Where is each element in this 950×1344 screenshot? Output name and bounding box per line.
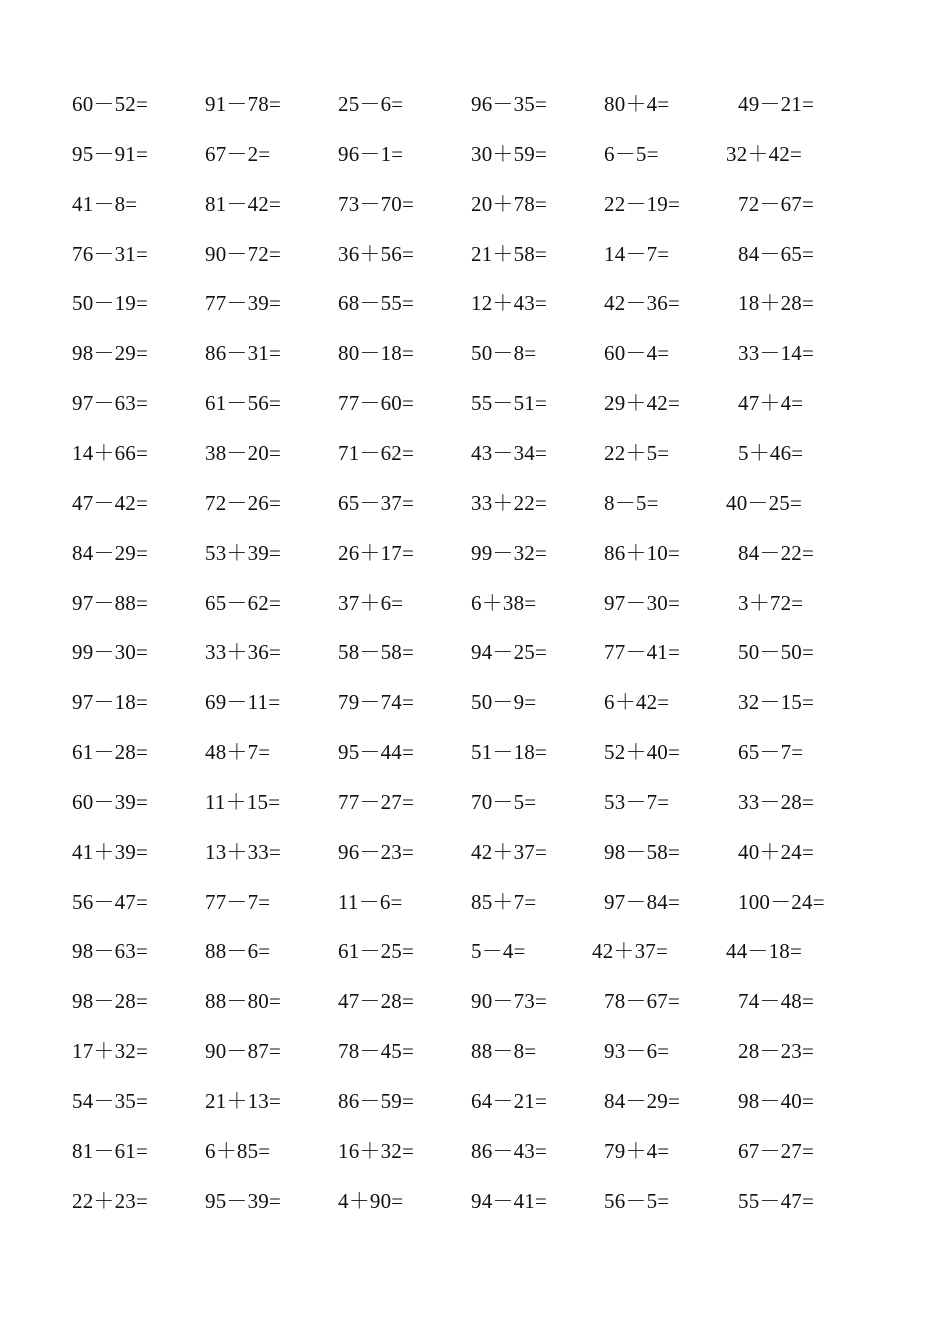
math-problem: 61－56= <box>205 391 282 415</box>
math-problem: 48＋7= <box>205 740 271 764</box>
math-problem: 95－44= <box>338 740 415 764</box>
math-problem: 6＋38= <box>471 591 537 615</box>
math-problem: 25－6= <box>338 92 404 116</box>
math-problem: 65－37= <box>338 491 415 515</box>
math-problem: 32－15= <box>738 690 815 714</box>
math-problem: 47－42= <box>72 491 149 515</box>
math-problem: 32＋42= <box>726 142 803 166</box>
math-problem: 88－6= <box>205 939 271 963</box>
math-problem: 70－5= <box>471 790 537 814</box>
math-problem: 79＋4= <box>604 1139 670 1163</box>
math-problem: 36＋56= <box>338 242 415 266</box>
math-problem: 44－18= <box>726 939 803 963</box>
math-problem: 94－25= <box>471 640 548 664</box>
math-problem: 51－18= <box>471 740 548 764</box>
math-problem: 41－8= <box>72 192 138 216</box>
math-problem: 47＋4= <box>738 391 804 415</box>
math-problem: 77－60= <box>338 391 415 415</box>
math-problem: 65－7= <box>738 740 804 764</box>
math-problem: 61－25= <box>338 939 415 963</box>
math-problem: 96－35= <box>471 92 548 116</box>
math-problem: 60－4= <box>604 341 670 365</box>
math-problem: 86－43= <box>471 1139 548 1163</box>
math-problem: 29＋42= <box>604 391 681 415</box>
math-problem: 40－25= <box>726 491 803 515</box>
math-problem: 14－7= <box>604 242 670 266</box>
math-problem: 98－63= <box>72 939 149 963</box>
math-problem: 60－39= <box>72 790 149 814</box>
math-problem: 88－80= <box>205 989 282 1013</box>
math-problem: 56－5= <box>604 1189 670 1213</box>
math-problem: 12＋43= <box>471 291 548 315</box>
math-problem: 6＋42= <box>604 690 670 714</box>
math-problem: 71－62= <box>338 441 415 465</box>
math-problem: 84－22= <box>738 541 815 565</box>
math-problem: 76－31= <box>72 242 149 266</box>
math-problem: 67－2= <box>205 142 271 166</box>
math-problem: 42－36= <box>604 291 681 315</box>
math-problem: 80＋4= <box>604 92 670 116</box>
math-problem: 42＋37= <box>471 840 548 864</box>
math-problem: 14＋66= <box>72 441 149 465</box>
math-problem: 17＋32= <box>72 1039 149 1063</box>
math-problem: 58－58= <box>338 640 415 664</box>
math-problem: 81－61= <box>72 1139 149 1163</box>
math-problem: 37＋6= <box>338 591 404 615</box>
math-problem: 47－28= <box>338 989 415 1013</box>
math-problem: 81－42= <box>205 192 282 216</box>
math-problem: 18＋28= <box>738 291 815 315</box>
math-problem: 93－6= <box>604 1039 670 1063</box>
math-problem: 73－70= <box>338 192 415 216</box>
math-problem: 16＋32= <box>338 1139 415 1163</box>
math-problem: 11＋15= <box>205 790 281 814</box>
math-problem: 99－32= <box>471 541 548 565</box>
math-problem: 84－65= <box>738 242 815 266</box>
math-problem: 33＋36= <box>205 640 282 664</box>
math-problem: 42＋37= <box>592 939 669 963</box>
math-problem: 97－30= <box>604 591 681 615</box>
math-problem: 77－39= <box>205 291 282 315</box>
math-problem: 26＋17= <box>338 541 415 565</box>
math-problem: 99－30= <box>72 640 149 664</box>
math-problem: 80－18= <box>338 341 415 365</box>
math-problem: 72－26= <box>205 491 282 515</box>
math-problem: 3＋72= <box>738 591 804 615</box>
math-problem: 95－39= <box>205 1189 282 1213</box>
math-problem: 96－23= <box>338 840 415 864</box>
math-problem: 91－78= <box>205 92 282 116</box>
math-problem: 5＋46= <box>738 441 804 465</box>
math-problem: 50－50= <box>738 640 815 664</box>
math-problem: 98－29= <box>72 341 149 365</box>
math-problem: 4＋90= <box>338 1189 404 1213</box>
math-problem: 78－67= <box>604 989 681 1013</box>
math-problem: 79－74= <box>338 690 415 714</box>
math-problem: 86＋10= <box>604 541 681 565</box>
math-problem: 97－63= <box>72 391 149 415</box>
math-problem: 38－20= <box>205 441 282 465</box>
math-problem: 84－29= <box>72 541 149 565</box>
math-problem: 100－24= <box>738 890 825 914</box>
math-problem: 95－91= <box>72 142 149 166</box>
math-problem: 77－7= <box>205 890 271 914</box>
math-problem: 98－58= <box>604 840 681 864</box>
math-problem: 33＋22= <box>471 491 548 515</box>
math-problem: 50－19= <box>72 291 149 315</box>
math-problem: 65－62= <box>205 591 282 615</box>
math-problem: 55－51= <box>471 391 548 415</box>
math-problem: 50－8= <box>471 341 537 365</box>
math-problem: 88－8= <box>471 1039 537 1063</box>
math-problem: 49－21= <box>738 92 815 116</box>
math-problem: 43－34= <box>471 441 548 465</box>
math-problem: 22＋23= <box>72 1189 149 1213</box>
math-problem: 53－7= <box>604 790 670 814</box>
math-problem: 33－28= <box>738 790 815 814</box>
math-problem: 54－35= <box>72 1089 149 1113</box>
math-problem: 84－29= <box>604 1089 681 1113</box>
math-problem: 60－52= <box>72 92 149 116</box>
math-problem: 96－1= <box>338 142 404 166</box>
math-problem: 40＋24= <box>738 840 815 864</box>
math-problem: 86－59= <box>338 1089 415 1113</box>
math-problem: 61－28= <box>72 740 149 764</box>
math-problem: 5－4= <box>471 939 526 963</box>
math-problem: 41＋39= <box>72 840 149 864</box>
math-problem: 68－55= <box>338 291 415 315</box>
math-problem: 21＋13= <box>205 1089 282 1113</box>
math-problem: 28－23= <box>738 1039 815 1063</box>
math-problem: 85＋7= <box>471 890 537 914</box>
math-problem: 94－41= <box>471 1189 548 1213</box>
math-problem: 6＋85= <box>205 1139 271 1163</box>
math-problem: 21＋58= <box>471 242 548 266</box>
math-problem: 33－14= <box>738 341 815 365</box>
math-problem: 13＋33= <box>205 840 282 864</box>
math-problem: 97－88= <box>72 591 149 615</box>
math-problem: 86－31= <box>205 341 282 365</box>
math-problem: 90－87= <box>205 1039 282 1063</box>
math-problem: 77－41= <box>604 640 681 664</box>
math-problem: 98－40= <box>738 1089 815 1113</box>
math-problem: 64－21= <box>471 1089 548 1113</box>
math-problem: 53＋39= <box>205 541 282 565</box>
math-problem: 72－67= <box>738 192 815 216</box>
math-problem: 30＋59= <box>471 142 548 166</box>
math-problem: 55－47= <box>738 1189 815 1213</box>
math-problem: 6－5= <box>604 142 659 166</box>
math-problem: 52＋40= <box>604 740 681 764</box>
math-problem: 22＋5= <box>604 441 670 465</box>
math-problem: 98－28= <box>72 989 149 1013</box>
math-problem: 78－45= <box>338 1039 415 1063</box>
math-problem: 74－48= <box>738 989 815 1013</box>
math-problem: 50－9= <box>471 690 537 714</box>
math-problem: 56－47= <box>72 890 149 914</box>
math-problem: 69－11= <box>205 690 281 714</box>
math-problem: 22－19= <box>604 192 681 216</box>
math-problem: 90－73= <box>471 989 548 1013</box>
math-problem: 90－72= <box>205 242 282 266</box>
math-problem: 11－6= <box>338 890 403 914</box>
math-problem: 8－5= <box>604 491 659 515</box>
math-problem: 97－84= <box>604 890 681 914</box>
math-problem: 77－27= <box>338 790 415 814</box>
math-problem: 67－27= <box>738 1139 815 1163</box>
math-problem: 20＋78= <box>471 192 548 216</box>
math-problem: 97－18= <box>72 690 149 714</box>
